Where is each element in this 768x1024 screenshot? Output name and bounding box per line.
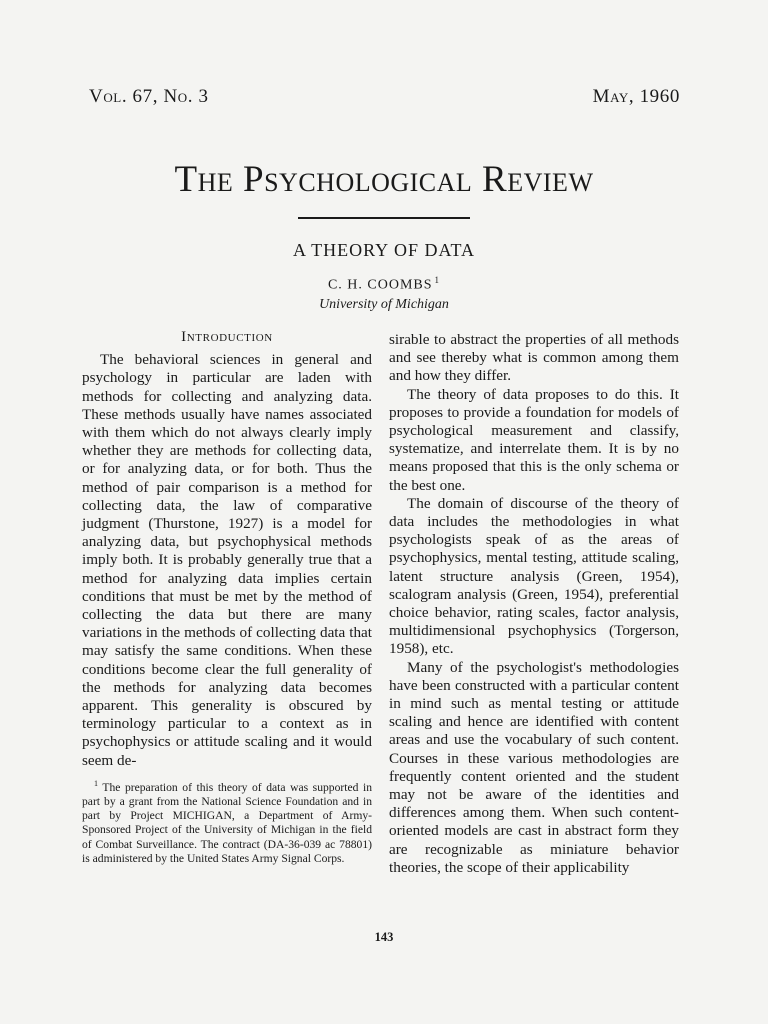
paragraph: The domain of discourse of the theory of data includes the methodologies in what psychologists speak of as the areas of psychophysics, mental testing, attitude scaling, latent structure analysis (Green, 1954), scalogram analysis (Green, 1954), preferential choice behavior, rating scales, factor analysis, multidimensional psychophysics (Torgerson, 1958), etc. xyxy=(389,494,679,658)
paragraph: Many of the psychologist's methodologies have been constructed with a particular content in mind such as mental testing or attitude scaling and hence are identified with content areas and use the vocabulary of such content. Courses in these various methodologies are frequently content oriented and the student may not be aware of the identities and differences among them. When such content-oriented models are cast in abstract form they are recognizable as miniature behavior theories, the scope of their applicability xyxy=(389,658,679,876)
author-name: C. H. COOMBS xyxy=(327,277,433,293)
footnote-marker: 1 xyxy=(94,778,98,788)
footnote xyxy=(82,777,372,866)
running-head xyxy=(89,86,680,108)
paragraph: The theory of data proposes to do this. It proposes to provide a foundation for models of psychological measurement and classify, systematize, and interrelate them. It is by no means proposed that this is the only schema or the best one. xyxy=(389,385,679,494)
paragraph: sirable to abstract the properties of all methods and see thereby what is common among them and how they differ. xyxy=(389,331,679,385)
right-column xyxy=(389,331,679,877)
author-footnote-marker: 1 xyxy=(434,275,441,285)
author-line xyxy=(0,275,768,294)
paragraph: The behavioral sciences in general and psychology in particular are laden with methods for collecting and analyzing data. These methods usually have names associated with them which do not always clearly imply whether they are methods for collecting data, or for analyzing data, or for both. Thus the method of pair comparison is a method for collecting data, the law of comparative judgment (Thurstone, 1927) is a model for analyzing data, but psychophysical methods imply both. It is probably generally true that a method for analyzing data implies certain conditions that must be met by the method of collecting the data but there are many variations in the methods of collecting data that may satisfy the same conditions. When these conditions become clear the full generality of the methods for analyzing data becomes apparent. This generality is obscured by terminology particular to a context as in psychophysics or attitude scaling and it would seem de- xyxy=(82,351,372,769)
left-column xyxy=(82,328,372,866)
section-heading: Introduction xyxy=(181,329,273,345)
issue-date: May, 1960 xyxy=(592,86,680,107)
journal-title: The Psychological Review xyxy=(174,159,594,200)
title-divider xyxy=(298,217,470,219)
article-title: A THEORY OF DATA xyxy=(292,240,476,260)
author-affiliation: University of Michigan xyxy=(319,297,449,312)
page-number: 143 xyxy=(374,930,394,944)
footnote-text: The preparation of this theory of data was supported in part by a grant from the National Science Foundation and in part by Project MICHIGAN, a Department of Army-Sponsored Project of the University of Michigan in the field of Combat Surveillance. The contract (DA-36-039 ac 78801) is administered by the United States Army Signal Corps. xyxy=(82,780,372,865)
volume-issue: Vol. 67, No. 3 xyxy=(89,86,209,107)
